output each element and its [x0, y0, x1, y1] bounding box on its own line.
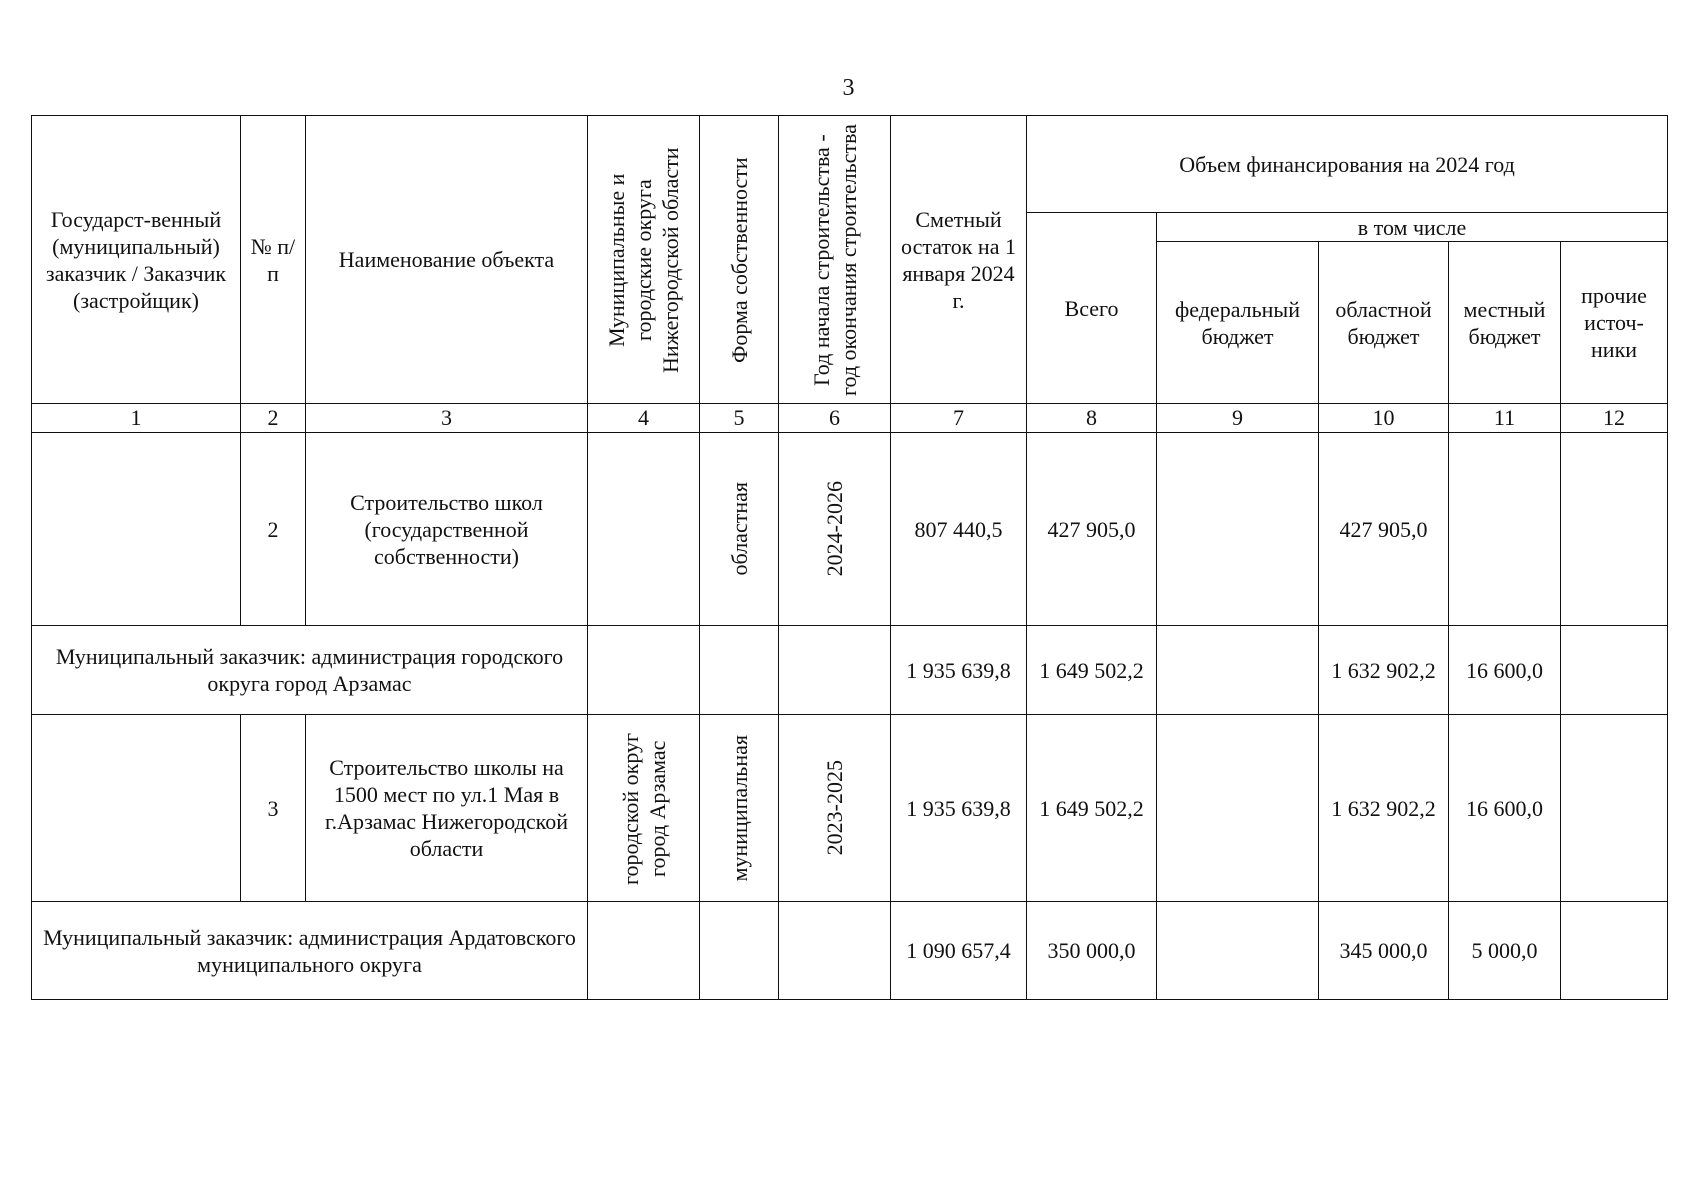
header-federal: федеральный бюджет [1157, 242, 1319, 404]
estimate-remainder: 1 090 657,4 [891, 902, 1027, 1000]
regional-budget: 1 632 902,2 [1319, 626, 1449, 715]
column-number: 8 [1027, 404, 1157, 433]
total: 427 905,0 [1027, 433, 1157, 626]
years [779, 902, 891, 1000]
federal-budget [1157, 902, 1319, 1000]
years: 2024-2026 [822, 481, 847, 577]
object-name: Строительство школ (государственной собственности) [306, 433, 588, 626]
customer-cell [32, 433, 241, 626]
total: 1 649 502,2 [1027, 626, 1157, 715]
object-name: Строительство школы на 1500 мест по ул.1 Мая в г.Арзамас Нижегородской области [306, 715, 588, 902]
federal-budget [1157, 626, 1319, 715]
ownership [700, 902, 779, 1000]
column-number: 10 [1319, 404, 1449, 433]
header-including: в том числе [1157, 213, 1668, 242]
local-budget: 16 600,0 [1449, 715, 1561, 902]
table-row [32, 433, 1668, 626]
header-years: Год начала строительства - год окончания строительства [808, 123, 861, 396]
local-budget [1449, 433, 1561, 626]
customer-cell [32, 715, 241, 902]
column-number: 11 [1449, 404, 1561, 433]
ownership-cell [700, 433, 779, 626]
column-number: 1 [32, 404, 241, 433]
column-number: 3 [306, 404, 588, 433]
customer-name: Муниципальный заказчик: администрация Ардатовского муниципального округа [32, 902, 588, 1000]
regional-budget: 1 632 902,2 [1319, 715, 1449, 902]
row-number: 3 [241, 715, 306, 902]
years-cell [779, 433, 891, 626]
column-number: 2 [241, 404, 306, 433]
ownership: муниципальная [726, 734, 752, 882]
header-customer: Государст-венный (муниципальный) заказчик / Заказчик (застройщик) [32, 116, 241, 404]
column-number: 5 [700, 404, 779, 433]
district [588, 626, 700, 715]
column-number: 9 [1157, 404, 1319, 433]
federal-budget [1157, 715, 1319, 902]
header-district: Муниципальные и городские округа Нижегородской области [604, 146, 683, 373]
header-district-cell [588, 116, 700, 404]
header-row-1 [32, 116, 1668, 213]
estimate-remainder: 807 440,5 [891, 433, 1027, 626]
federal-budget [1157, 433, 1319, 626]
header-ownership-cell [700, 116, 779, 404]
header-number: № п/п [241, 116, 306, 404]
table-row [32, 626, 1668, 715]
total: 350 000,0 [1027, 902, 1157, 1000]
column-number: 12 [1561, 404, 1668, 433]
ownership-cell [700, 715, 779, 902]
years [779, 626, 891, 715]
ownership [700, 626, 779, 715]
row-number: 2 [241, 433, 306, 626]
customer-name: Муниципальный заказчик: администрация городского округа город Арзамас [32, 626, 588, 715]
page-number: 3 [842, 75, 855, 101]
table-row [32, 902, 1668, 1000]
district-cell [588, 715, 700, 902]
district [588, 433, 700, 626]
district: городской округ город Арзамас [617, 731, 670, 885]
header-object-name: Наименование объекта [306, 116, 588, 404]
local-budget: 16 600,0 [1449, 626, 1561, 715]
other-sources [1561, 902, 1668, 1000]
other-sources [1561, 626, 1668, 715]
header-years-cell [779, 116, 891, 404]
header-total: Всего [1027, 213, 1157, 404]
column-number: 7 [891, 404, 1027, 433]
district [588, 902, 700, 1000]
total: 1 649 502,2 [1027, 715, 1157, 902]
regional-budget: 345 000,0 [1319, 902, 1449, 1000]
column-number: 4 [588, 404, 700, 433]
column-number: 6 [779, 404, 891, 433]
header-regional: областной бюджет [1319, 242, 1449, 404]
column-numbers-row [32, 404, 1668, 433]
local-budget: 5 000,0 [1449, 902, 1561, 1000]
years: 2023-2025 [822, 760, 847, 856]
financing-table [31, 115, 1668, 1000]
header-local: местный бюджет [1449, 242, 1561, 404]
other-sources [1561, 715, 1668, 902]
regional-budget: 427 905,0 [1319, 433, 1449, 626]
header-estimate-remainder: Сметный остаток на 1 января 2024 г. [891, 116, 1027, 404]
estimate-remainder: 1 935 639,8 [891, 626, 1027, 715]
header-other: прочие источ-ники [1561, 242, 1668, 404]
header-funding-title: Объем финансирования на 2024 год [1027, 116, 1668, 213]
ownership: областная [726, 482, 752, 576]
other-sources [1561, 433, 1668, 626]
table-row [32, 715, 1668, 902]
header-ownership: Форма собственности [726, 156, 752, 363]
estimate-remainder: 1 935 639,8 [891, 715, 1027, 902]
years-cell [779, 715, 891, 902]
